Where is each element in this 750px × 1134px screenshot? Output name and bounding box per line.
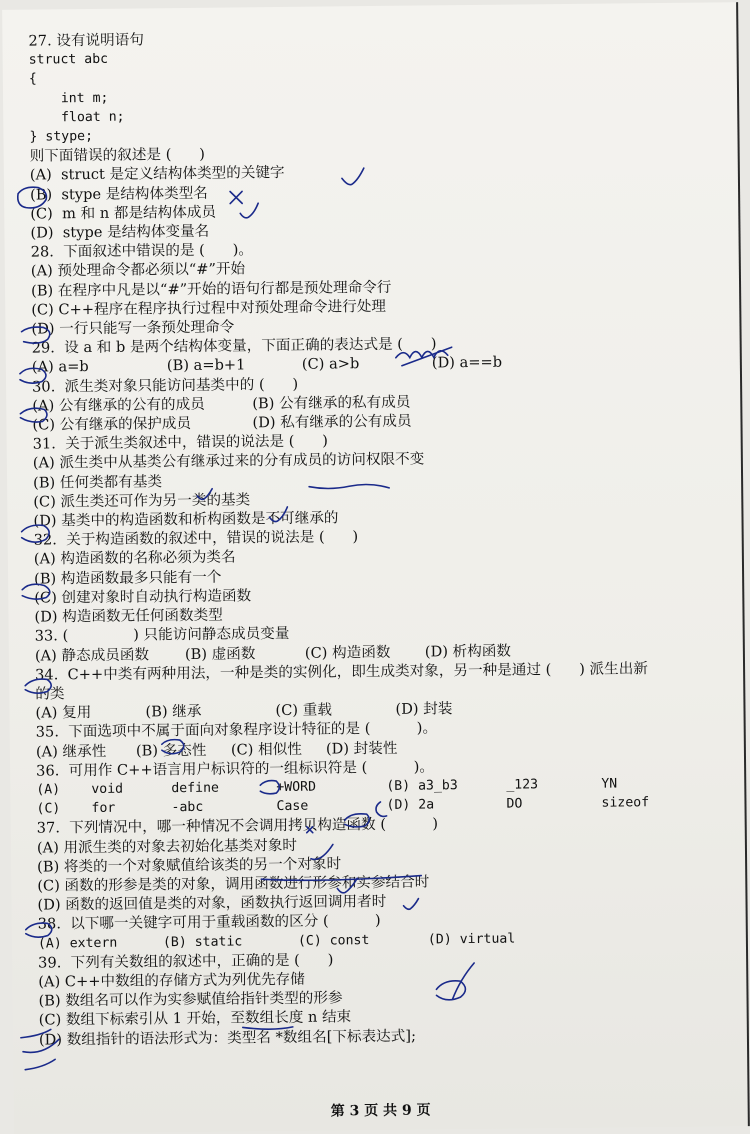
identifier: DO bbox=[506, 796, 523, 812]
q39-option-a: (A) C++中数组的存储方式为列优先存储 bbox=[38, 970, 305, 991]
q31-option-d: (D) 基类中的构造函数和析构函数是不可继承的 bbox=[33, 509, 339, 530]
q34-option-a: (A) 复用 bbox=[35, 704, 92, 722]
q37-option-c: (C) 函数的形参是类的对象，调用函数进行形参和实参结合时 bbox=[37, 873, 430, 895]
code-line: int m; bbox=[28, 90, 109, 107]
question-36 bbox=[36, 754, 735, 819]
identifier: Case bbox=[276, 798, 309, 815]
q33-stem: 33. ( ) 只能访问静态成员变量 bbox=[34, 625, 290, 645]
exam-page bbox=[2, 2, 750, 1134]
q31-stem: 31. 关于派生类叙述中，错误的说法是 ( ) bbox=[32, 432, 329, 453]
q28-option-a: (A) 预处理命令都必须以“#”开始 bbox=[30, 260, 246, 281]
q37-stem: 37. 下列情况中，哪一种情况不会调用拷贝构造函数 ( ) bbox=[36, 815, 439, 837]
q33-option-c: (C) 构造函数 bbox=[304, 643, 391, 662]
q28-option-d: (D) 一行只能写一条预处理命令 bbox=[31, 318, 235, 338]
q38-option-d: (D) virtual bbox=[427, 931, 516, 948]
q36-option-b: (B) a3_b3 bbox=[386, 778, 458, 794]
identifier: YN bbox=[601, 776, 618, 792]
identifier: sizeof bbox=[601, 795, 650, 811]
question-30 bbox=[32, 370, 731, 435]
identifier: -abc bbox=[171, 799, 204, 816]
q36-option-d: (D) 2a bbox=[386, 797, 435, 814]
q31-option-b: (B) 任何类都有基类 bbox=[32, 472, 163, 492]
q32-stem: 32. 关于构造函数的叙述中，错误的说法是 ( ) bbox=[33, 528, 359, 549]
question-32 bbox=[34, 524, 733, 627]
q27-title: 27. 设有说明语句 bbox=[28, 31, 144, 50]
q36-label-c: (C) bbox=[36, 801, 61, 817]
q31-option-c: (C) 派生类还可作为另一类的基类 bbox=[33, 491, 251, 511]
identifier: define bbox=[171, 780, 220, 797]
q29-option-a: (A) a=b bbox=[31, 358, 89, 377]
identifier: _123 bbox=[506, 777, 539, 793]
q32-option-c: (C) 创建对象时自动执行构造函数 bbox=[34, 587, 252, 607]
q37-option-d: (D) 函数的返回值是类的对象，函数执行返回调用者时 bbox=[37, 893, 387, 914]
q29-stem: 29. 设 a 和 b 是两个结构体变量，下面正确的表达式是 ( ) bbox=[31, 335, 437, 357]
q30-option-a: (A) 公有继承的公有的成员 bbox=[32, 395, 205, 415]
q39-stem: 39. 下列有关数组的叙述中，正确的是 ( ) bbox=[38, 951, 334, 972]
question-31 bbox=[33, 428, 732, 531]
q28-option-c: (C) C++程序在程序执行过程中对预处理命令进行处理 bbox=[31, 297, 387, 319]
q39-option-d: (D) 数组指针的语法形式为：类型名 *数组名[下标表达式]; bbox=[38, 1027, 417, 1049]
q38-option-b: (B) static bbox=[162, 933, 243, 950]
identifier: void bbox=[91, 781, 124, 797]
q28-stem: 28. 下面叙述中错误的是 ( )。 bbox=[30, 241, 254, 261]
q34-option-d: (D) 封装 bbox=[395, 700, 453, 718]
q33-option-d: (D) 析构函数 bbox=[424, 642, 512, 660]
q27-option-a: (A) struct 是定义结构体类型的关键字 bbox=[29, 164, 285, 185]
q30-option-c: (C) 公有继承的保护成员 bbox=[32, 414, 192, 434]
q35-option-c: (C) 相似性 bbox=[230, 740, 302, 759]
question-28 bbox=[31, 236, 730, 339]
q35-option-a: (A) 继承性 bbox=[35, 742, 107, 761]
q27-stem: 则下面错误的叙述是 ( ) bbox=[29, 145, 205, 165]
q33-option-b: (B) 虚函数 bbox=[184, 644, 256, 663]
page-footer: 第 3 页 共 9 页 bbox=[330, 1102, 431, 1120]
q35-option-b: (B) 多态性 bbox=[135, 741, 207, 760]
question-39 bbox=[38, 946, 737, 1049]
q35-option-d: (D) 封装性 bbox=[325, 739, 398, 758]
q31-option-a: (A) 派生类中从基类公有继承过来的分有成员的访问权限不变 bbox=[32, 450, 425, 473]
q39-option-c: (C) 数组下标索引从 1 开始，至数组长度 n 结束 bbox=[38, 1008, 352, 1029]
q38-stem: 38. 以下哪一关键字可用于重载函数的区分 ( ) bbox=[37, 912, 381, 933]
q29-option-d: (D) a==b bbox=[431, 354, 503, 372]
identifier: +WORD bbox=[276, 779, 317, 795]
code-line: { bbox=[28, 71, 37, 88]
q30-option-b: (B) 公有继承的私有成员 bbox=[252, 393, 411, 413]
q34-option-b: (B) 继承 bbox=[145, 702, 202, 721]
q34-stem: 34. C++中类有两种用法，一种是类的实例化，即生成类对象，另一种是通过 ( ) 派生出新 bbox=[35, 659, 648, 684]
q27-option-d: (D) stype 是结构体变量名 bbox=[30, 222, 210, 242]
q27-option-c: (C) m 和 n 都是结构体成员 bbox=[30, 203, 217, 223]
q39-option-b: (B) 数组名可以作为实参赋值给指针类型的形参 bbox=[38, 989, 343, 1010]
q34-option-c: (C) 重载 bbox=[275, 701, 332, 720]
q32-option-b: (B) 构造函数最多只能有一个 bbox=[34, 568, 222, 588]
questions bbox=[28, 24, 737, 1049]
q32-option-d: (D) 构造函数无任何函数类型 bbox=[34, 606, 223, 626]
code-line: float n; bbox=[29, 109, 125, 126]
q27-option-b: (B) stype 是结构体类型名 bbox=[29, 184, 208, 204]
question-34 bbox=[35, 658, 734, 723]
q36-label-a: (A) bbox=[36, 782, 61, 798]
q38-option-c: (C) const bbox=[297, 932, 370, 949]
question-37 bbox=[37, 812, 736, 915]
q29-option-c: (C) a>b bbox=[301, 355, 360, 374]
code-line: } stype; bbox=[29, 128, 94, 145]
q35-stem: 35. 下面选项中不属于面向对象程序设计特征的是 ( )。 bbox=[35, 719, 438, 741]
q38-option-a: (A) extern bbox=[37, 935, 118, 952]
q28-option-b: (B) 在程序中凡是以“#”开始的语句行都是预处理命令行 bbox=[30, 278, 392, 300]
q32-option-a: (A) 构造函数的名称必须为类名 bbox=[33, 548, 236, 569]
q34-stem-cont: 的类 bbox=[35, 685, 65, 703]
q33-option-a: (A) 静态成员函数 bbox=[34, 645, 150, 665]
q30-stem: 30. 派生类对象只能访问基类中的 ( ) bbox=[31, 375, 299, 396]
identifier: for bbox=[91, 800, 116, 817]
question-27 bbox=[28, 24, 728, 243]
q36-stem: 36. 可用作 C++语言用户标识符的一组标识符是 ( )。 bbox=[36, 758, 435, 780]
q30-option-d: (D) 私有继承的公有成员 bbox=[252, 412, 412, 432]
code-line: struct abc bbox=[28, 51, 109, 68]
q37-option-b: (B) 将类的一个对象赋值给该类的另一个对象时 bbox=[37, 855, 342, 876]
q37-option-a: (A) 用派生类的对象去初始化基类对象时 bbox=[36, 836, 298, 857]
q29-option-b: (B) a=b+1 bbox=[166, 356, 246, 375]
